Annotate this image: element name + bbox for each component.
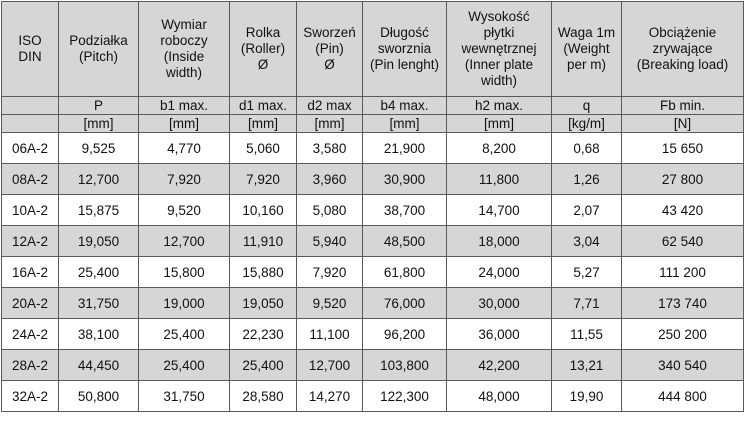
table-cell: 5,060 (230, 133, 297, 164)
unit-cell: [mm] (447, 115, 552, 133)
unit-cell: [N] (622, 115, 744, 133)
table-cell: 32A-2 (2, 381, 59, 412)
header-line: Waga 1m (557, 25, 616, 40)
symbol-cell: h2 max. (447, 97, 552, 115)
table-row (2, 257, 744, 288)
table-cell: 19,000 (139, 288, 230, 319)
table-cell: 30,000 (447, 288, 552, 319)
table-cell: 4,770 (139, 133, 230, 164)
table-cell: 31,750 (59, 288, 139, 319)
table-cell: 19,050 (230, 288, 297, 319)
symbol-cell: d2 max (297, 97, 363, 115)
table-cell: 10,160 (230, 195, 297, 226)
table-cell: 5,940 (297, 226, 363, 257)
header-line: Wymiar (161, 17, 207, 32)
table-cell: 76,000 (363, 288, 447, 319)
table-cell: 44,450 (59, 350, 139, 381)
table-cell: 11,800 (447, 164, 552, 195)
table-cell: 14,270 (297, 381, 363, 412)
table-row (2, 381, 744, 412)
table-cell: 12,700 (297, 350, 363, 381)
table-cell: 103,800 (363, 350, 447, 381)
table-cell: 173 740 (622, 288, 744, 319)
table-cell: 15 650 (622, 133, 744, 164)
symbol-cell: P (59, 97, 139, 115)
table-cell: 48,500 (363, 226, 447, 257)
table-cell: 11,910 (230, 226, 297, 257)
table-cell: 62 540 (622, 226, 744, 257)
header-line: per m) (566, 57, 606, 72)
table-cell: 43 420 (622, 195, 744, 226)
table-cell: 96,200 (363, 319, 447, 350)
table-body (2, 133, 744, 412)
symbol-row (2, 97, 744, 115)
table-row (2, 164, 744, 195)
unit-cell: [mm] (363, 115, 447, 133)
symbol-cell: b1 max. (139, 97, 230, 115)
header-cell (447, 2, 552, 97)
table-cell: 16A-2 (2, 257, 59, 288)
table-cell: 15,800 (139, 257, 230, 288)
unit-cell: [mm] (139, 115, 230, 133)
table-cell: 9,520 (297, 288, 363, 319)
table-cell: 1,26 (552, 164, 622, 195)
table-cell: 9,520 (139, 195, 230, 226)
header-line: wewnętrznej (461, 41, 537, 56)
header-cell (139, 2, 230, 97)
symbol-cell (2, 97, 59, 115)
unit-cell: [mm] (297, 115, 363, 133)
unit-cell: [mm] (59, 115, 139, 133)
header-cell (2, 2, 59, 97)
table-cell: 38,700 (363, 195, 447, 226)
header-cell (363, 2, 447, 97)
header-line: Ø (324, 57, 335, 72)
table-cell: 19,90 (552, 381, 622, 412)
table-header (2, 2, 744, 133)
table-cell: 340 540 (622, 350, 744, 381)
table-cell: 28A-2 (2, 350, 59, 381)
table-row (2, 226, 744, 257)
table-cell: 7,71 (552, 288, 622, 319)
header-line: płytki (483, 25, 515, 40)
table-cell: 28,580 (230, 381, 297, 412)
unit-cell: [mm] (230, 115, 297, 133)
header-line: DIN (18, 49, 42, 64)
header-line: zrywające (652, 41, 713, 56)
unit-cell (2, 115, 59, 133)
symbol-cell: d1 max. (230, 97, 297, 115)
symbol-cell: b4 max. (363, 97, 447, 115)
header-cell (230, 2, 297, 97)
table-cell: 19,050 (59, 226, 139, 257)
table-cell: 7,920 (139, 164, 230, 195)
table-cell: 5,27 (552, 257, 622, 288)
table-cell: 12A-2 (2, 226, 59, 257)
header-line: roboczy (160, 33, 208, 48)
table-cell: 21,900 (363, 133, 447, 164)
header-cell (297, 2, 363, 97)
table-cell: 24A-2 (2, 319, 59, 350)
header-cell (59, 2, 139, 97)
table-cell: 06A-2 (2, 133, 59, 164)
table-row (2, 288, 744, 319)
table-cell: 13,21 (552, 350, 622, 381)
header-line: (Inner plate (464, 57, 534, 72)
table-cell: 7,920 (297, 257, 363, 288)
table-row (2, 195, 744, 226)
header-line: (Pin lenght) (369, 57, 440, 72)
table-cell: 122,300 (363, 381, 447, 412)
header-line: width) (165, 65, 202, 80)
table-cell: 250 200 (622, 319, 744, 350)
table-cell: 25,400 (230, 350, 297, 381)
table-cell: 444 800 (622, 381, 744, 412)
table-cell: 50,800 (59, 381, 139, 412)
table-cell: 12,700 (59, 164, 139, 195)
header-line: Sworzeń (303, 25, 356, 40)
table-cell: 2,07 (552, 195, 622, 226)
table-cell: 11,55 (552, 319, 622, 350)
symbol-cell: Fb min. (622, 97, 744, 115)
table-cell: 08A-2 (2, 164, 59, 195)
symbol-cell: q (552, 97, 622, 115)
header-line: Wysokość (468, 9, 530, 24)
table-cell: 36,000 (447, 319, 552, 350)
header-line: (Breaking load) (636, 57, 729, 72)
table-cell: 8,200 (447, 133, 552, 164)
table-cell: 27 800 (622, 164, 744, 195)
table-row (2, 319, 744, 350)
table-cell: 48,000 (447, 381, 552, 412)
header-line: Długość (380, 25, 429, 40)
table-cell: 38,100 (59, 319, 139, 350)
header-line: width) (480, 73, 517, 88)
table-cell: 12,700 (139, 226, 230, 257)
unit-cell: [kg/m] (552, 115, 622, 133)
table-cell: 24,000 (447, 257, 552, 288)
table-cell: 111 200 (622, 257, 744, 288)
table-cell: 14,700 (447, 195, 552, 226)
header-line: Ø (257, 57, 269, 72)
table-cell: 42,200 (447, 350, 552, 381)
table-cell: 7,920 (230, 164, 297, 195)
unit-row (2, 115, 744, 133)
table-cell: 25,400 (59, 257, 139, 288)
table-row (2, 133, 744, 164)
header-line: (Inside (163, 49, 205, 64)
table-cell: 22,230 (230, 319, 297, 350)
table-cell: 18,000 (447, 226, 552, 257)
chain-spec-table (1, 1, 744, 412)
table-cell: 5,080 (297, 195, 363, 226)
header-line: sworznia (377, 41, 432, 56)
table-cell: 10A-2 (2, 195, 59, 226)
table-cell: 0,68 (552, 133, 622, 164)
table-cell: 11,100 (297, 319, 363, 350)
table-cell: 20A-2 (2, 288, 59, 319)
header-row (2, 2, 744, 97)
table-row (2, 350, 744, 381)
header-cell (622, 2, 744, 97)
table-cell: 31,750 (139, 381, 230, 412)
table-cell: 15,875 (59, 195, 139, 226)
header-line: (Weight (563, 41, 610, 56)
header-line: Rolka (245, 25, 281, 40)
table-cell: 61,800 (363, 257, 447, 288)
header-line: Obciążenie (648, 25, 717, 40)
table-cell: 25,400 (139, 319, 230, 350)
table-cell: 30,900 (363, 164, 447, 195)
header-line: Podziałka (69, 33, 128, 48)
table-cell: 3,04 (552, 226, 622, 257)
table-cell: 3,580 (297, 133, 363, 164)
header-cell (552, 2, 622, 97)
table-cell: 3,960 (297, 164, 363, 195)
table-cell: 9,525 (59, 133, 139, 164)
header-line: (Pitch) (78, 49, 118, 64)
header-line: (Pin) (315, 41, 344, 56)
table-cell: 25,400 (139, 350, 230, 381)
header-line: (Roller) (240, 41, 286, 56)
header-line: ISO (18, 33, 42, 48)
table-cell: 15,880 (230, 257, 297, 288)
